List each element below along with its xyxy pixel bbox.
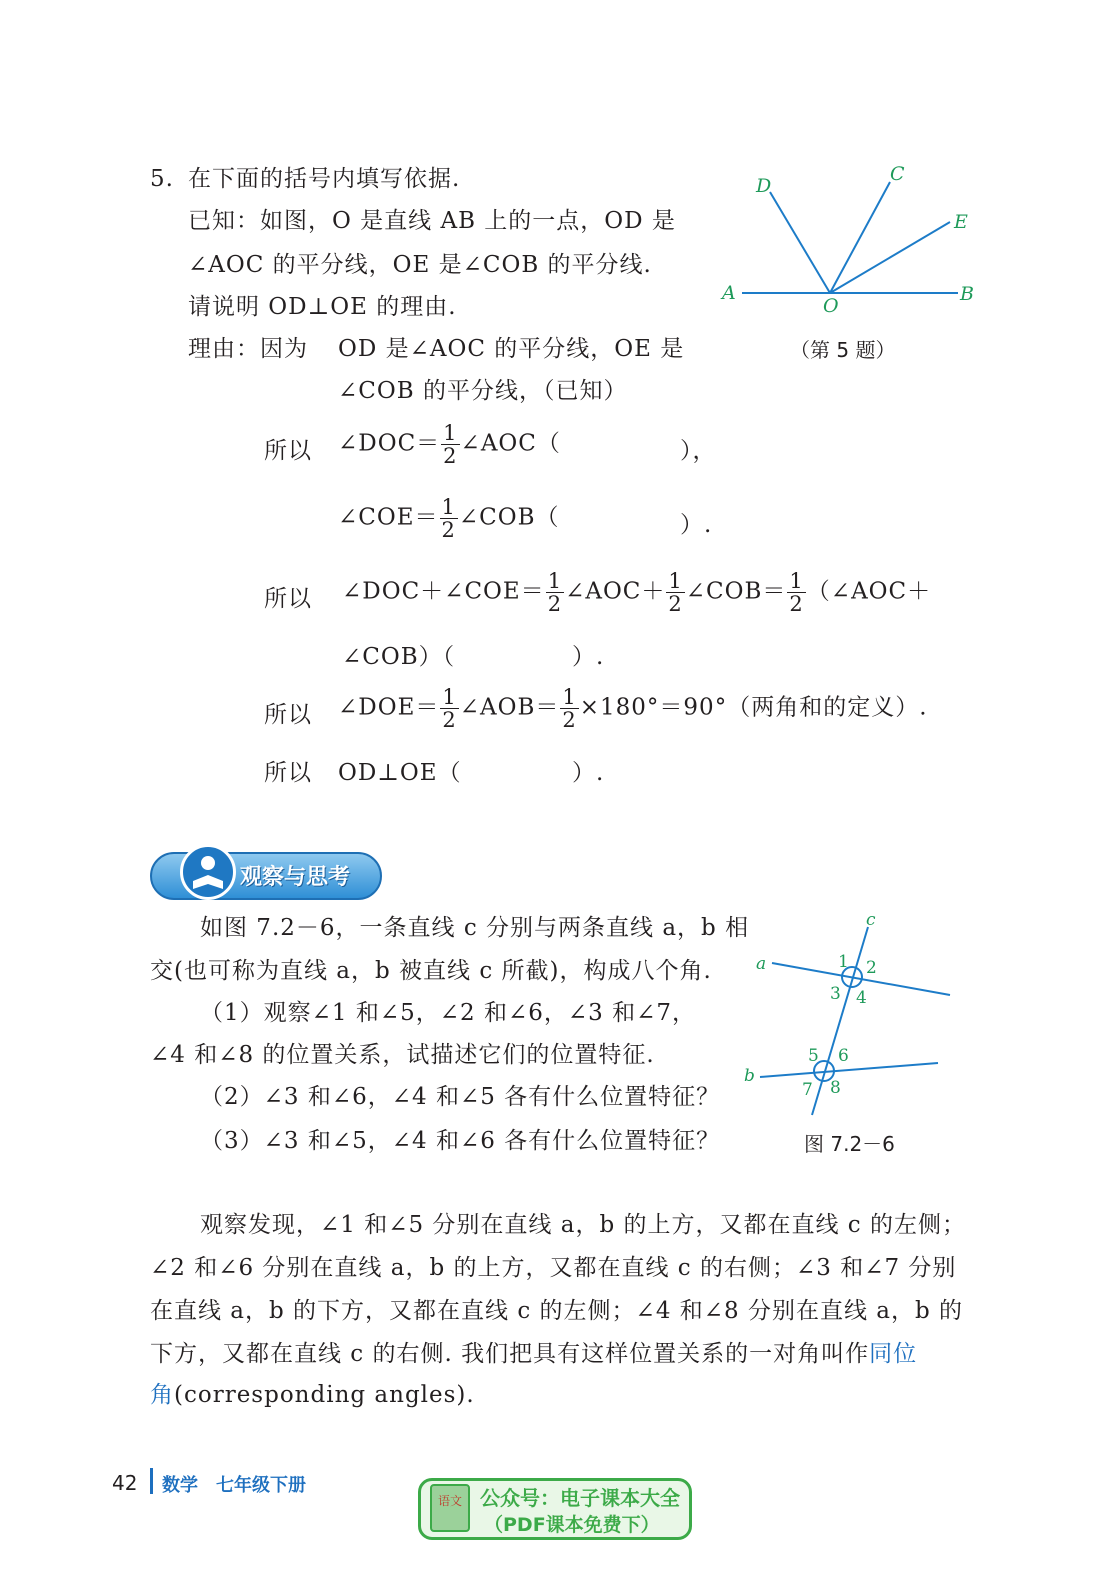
- frac-den: 2: [443, 444, 458, 468]
- line-b: [760, 1063, 938, 1077]
- body-line-1: 观察发现，∠1 和∠5 分别在直线 a，b 的上方，又都在直线 c 的左侧；: [200, 1212, 966, 1238]
- so-label-4: 所以: [264, 760, 312, 786]
- body-line-4-text: 下方，又都在直线 c 的右侧. 我们把具有这样位置关系的一对角叫作: [150, 1341, 870, 1367]
- book-icon-label: 语文: [437, 1494, 462, 1508]
- question-line: 请说明 OD⊥OE 的理由.: [188, 294, 457, 320]
- step-1-end: ），: [680, 438, 717, 464]
- ray-oe: [830, 222, 950, 293]
- reason-line-1: OD 是∠AOC 的平分线，OE 是: [338, 336, 685, 362]
- ray-od: [770, 192, 830, 293]
- section-p1-line2: 交(也可称为直线 a，b 被直线 c 所截)，构成八个角.: [150, 958, 712, 984]
- fraction-half: [440, 496, 458, 541]
- angle-8-label: 8: [830, 1078, 841, 1098]
- step-1-right: ∠AOC（: [460, 430, 561, 457]
- figure-7-2-6: [740, 905, 960, 1125]
- label-e: E: [954, 211, 968, 233]
- fraction-half: [666, 570, 684, 615]
- angle-3-label: 3: [830, 984, 841, 1004]
- book-icon: [430, 1484, 470, 1532]
- given-line-2: ∠AOC 的平分线，OE 是∠COB 的平分线.: [188, 252, 652, 278]
- label-b: B: [960, 283, 974, 305]
- frac-num: 1: [668, 569, 683, 593]
- exercise-instruction: 在下面的括号内填写依据.: [188, 166, 461, 192]
- question-1-line2: ∠4 和∠8 的位置关系，试描述它们的位置特征.: [150, 1042, 655, 1068]
- term-corresponding-angles-2: 角: [150, 1382, 174, 1408]
- step-2-left: ∠COE＝: [338, 504, 439, 531]
- fraction-half: [787, 570, 805, 615]
- figure-5-caption: （第 5 题）: [790, 338, 896, 362]
- question-3: （3）∠3 和∠5，∠4 和∠6 各有什么位置特征？: [200, 1128, 721, 1154]
- so-label-3: 所以: [264, 702, 312, 728]
- given-line-1: 已知：如图，O 是直线 AB 上的一点，OD 是: [188, 208, 676, 234]
- fraction-half: [546, 570, 564, 615]
- step-2-right: ∠COB（: [458, 504, 560, 531]
- step-3-end: ）.: [572, 644, 605, 670]
- label-o: O: [823, 295, 839, 317]
- label-a: A: [722, 282, 736, 304]
- step-3-e: ∠COB）（: [342, 644, 456, 670]
- angle-7-label: 7: [802, 1080, 813, 1100]
- footer-divider: [150, 1468, 153, 1494]
- body-line-5: [150, 1380, 475, 1410]
- step-4-b: ∠AOB＝: [459, 694, 560, 721]
- frac-num: 1: [442, 685, 457, 709]
- label-line-a: a: [756, 954, 767, 974]
- so-label-1: 所以: [264, 438, 312, 464]
- angle-2-label: 2: [866, 958, 877, 978]
- question-2: （2）∠3 和∠6，∠4 和∠5 各有什么位置特征？: [200, 1084, 721, 1110]
- angle-5-label: 5: [808, 1046, 819, 1066]
- frac-den: 2: [547, 592, 563, 616]
- section-title: 观察与思考: [240, 865, 351, 890]
- angle-4-label: 4: [856, 988, 867, 1008]
- fraction-half: [560, 686, 578, 731]
- frac-num: 1: [443, 421, 458, 445]
- frac-num: 1: [789, 569, 804, 593]
- step-4: [338, 686, 928, 731]
- label-c: C: [890, 163, 905, 185]
- term-corresponding-angles-1: 同位: [869, 1341, 918, 1367]
- step-3-d: （∠AOC＋: [806, 578, 932, 605]
- watermark-line-2: （PDF课本免费下）: [484, 1514, 660, 1536]
- frac-den: 2: [562, 708, 577, 732]
- angle-6-label: 6: [838, 1046, 849, 1066]
- frac-num: 1: [547, 569, 563, 593]
- body-line-4: [150, 1339, 917, 1369]
- step-3: [342, 570, 931, 615]
- step-3-c: ∠COB＝: [685, 578, 787, 605]
- body-line-3: 在直线 a，b 的下方，又都在直线 c 的左侧；∠4 和∠8 分别在直线 a，b 的: [150, 1298, 964, 1324]
- step-5-a: OD⊥OE（: [338, 760, 462, 786]
- reason-line-2: ∠COB 的平分线，（已知）: [338, 378, 628, 404]
- step-3-a: ∠DOC＋∠COE＝: [342, 578, 545, 605]
- question-1-line1: （1）观察∠1 和∠5，∠2 和∠6，∠3 和∠7，: [200, 1000, 696, 1026]
- watermark-line-1: 公众号：电子课本大全: [480, 1486, 680, 1510]
- step-5-end: ）.: [572, 760, 605, 786]
- frac-den: 2: [668, 592, 683, 616]
- label-d: D: [756, 175, 772, 197]
- frac-den: 2: [789, 592, 804, 616]
- reason-label: 理由：因为: [188, 336, 308, 362]
- figure-5: [718, 160, 988, 360]
- label-line-b: b: [744, 1066, 755, 1086]
- fraction-half: [441, 422, 459, 467]
- frac-num: 1: [441, 495, 456, 519]
- so-label-2: 所以: [264, 586, 312, 612]
- exercise-number: 5.: [150, 166, 174, 192]
- figure-7-2-6-caption: 图 7.2－6: [804, 1132, 895, 1156]
- step-2-end: ）.: [680, 512, 713, 538]
- step-4-a: ∠DOE＝: [338, 694, 440, 721]
- frac-num: 1: [562, 685, 577, 709]
- step-1-left: ∠DOC＝: [338, 430, 441, 457]
- reading-person-icon: [180, 844, 236, 900]
- frac-den: 2: [442, 708, 457, 732]
- label-line-c: c: [866, 910, 876, 930]
- fraction-half: [440, 686, 458, 731]
- body-line-2: ∠2 和∠6 分别在直线 a，b 的上方，又都在直线 c 的右侧；∠3 和∠7 分别: [150, 1255, 957, 1281]
- step-1: [338, 422, 561, 467]
- step-4-c: ×180°＝90°（两角和的定义）.: [579, 694, 928, 721]
- step-3-b: ∠AOC＋: [565, 578, 666, 605]
- angle-1-label: 1: [838, 952, 849, 972]
- body-line-5-text: (corresponding angles).: [174, 1382, 475, 1408]
- section-p1-line1: 如图 7.2－6，一条直线 c 分别与两条直线 a，b 相: [200, 915, 750, 941]
- step-2: [338, 496, 560, 541]
- frac-den: 2: [441, 518, 456, 542]
- page-number: 42: [112, 1471, 138, 1495]
- book-title: 数学 七年级下册: [162, 1475, 306, 1496]
